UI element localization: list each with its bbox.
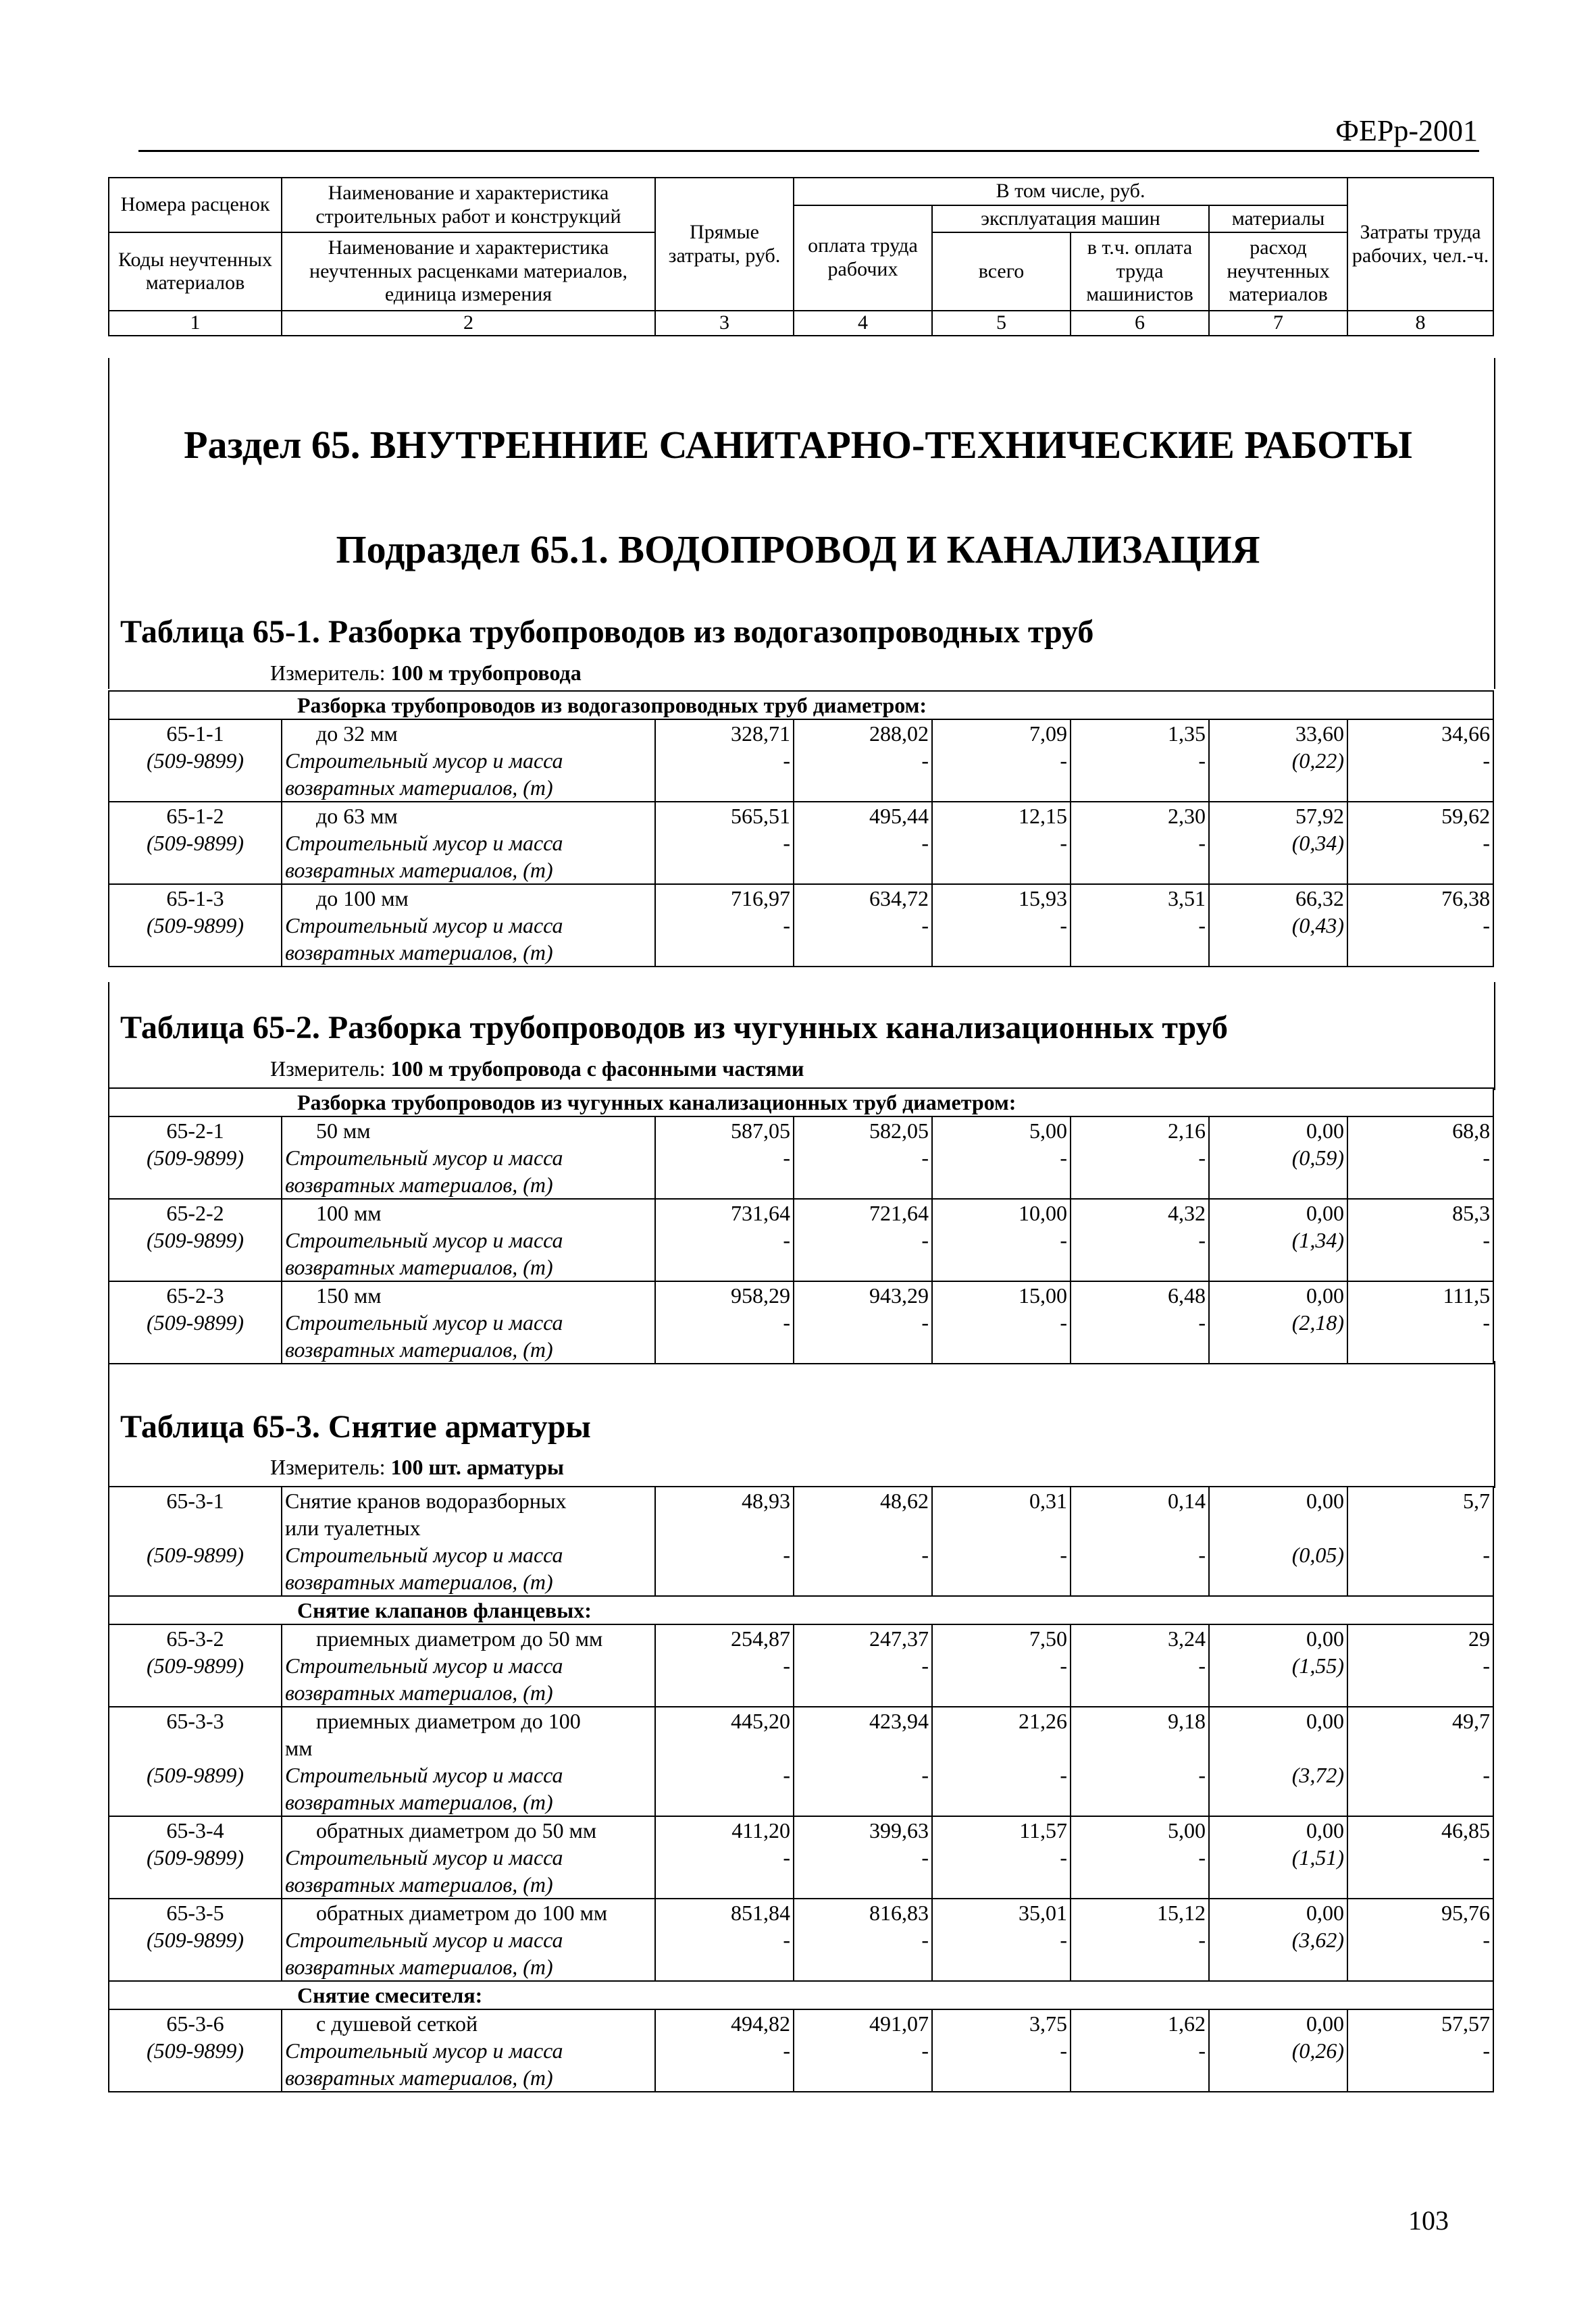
worker-wages: 816,83 bbox=[794, 1899, 932, 1926]
column-number: 6 bbox=[1071, 311, 1209, 336]
dash: - bbox=[932, 829, 1071, 856]
material-name: Строительный мусор и масса bbox=[282, 1926, 655, 1953]
group-heading: Разборка трубопроводов из чугунных канализационных труб диаметром: bbox=[109, 1088, 1493, 1116]
meter-label: Измеритель: bbox=[270, 661, 386, 685]
table-65-2 bbox=[108, 1087, 1494, 1364]
material-name: Строительный мусор и масса bbox=[282, 1227, 655, 1254]
direct-costs: 254,87 bbox=[655, 1624, 794, 1652]
material-name: возвратных материалов, (т) bbox=[282, 774, 655, 802]
machines-total: 11,57 bbox=[932, 1816, 1071, 1844]
header-work-name: Наименование и характеристика строительных работ и конструкций bbox=[282, 178, 655, 232]
material-code: (509-9899) bbox=[109, 1541, 282, 1568]
material-name: Строительный мусор и масса bbox=[282, 1652, 655, 1679]
dash: - bbox=[1071, 1844, 1209, 1871]
rate-code: 65-3-1 bbox=[109, 1487, 282, 1514]
material-quantity: (0,05) bbox=[1209, 1541, 1347, 1568]
meter-value: 100 м трубопровода bbox=[390, 661, 582, 685]
material-name: возвратных материалов, (т) bbox=[282, 1679, 655, 1707]
material-quantity: (0,26) bbox=[1209, 2037, 1347, 2064]
dash: - bbox=[932, 1227, 1071, 1254]
rate-code: 65-1-2 bbox=[109, 802, 282, 829]
dash: - bbox=[794, 1144, 932, 1171]
dash: - bbox=[655, 1227, 794, 1254]
column-number: 2 bbox=[282, 311, 655, 336]
material-name: возвратных материалов, (т) bbox=[282, 1789, 655, 1816]
materials-cost: 0,00 bbox=[1209, 2009, 1347, 2037]
machines-total: 15,93 bbox=[932, 884, 1071, 912]
material-row-continued bbox=[109, 1679, 1493, 1707]
dash: - bbox=[794, 1762, 932, 1789]
dash: - bbox=[1071, 1652, 1209, 1679]
material-name: возвратных материалов, (т) bbox=[282, 2064, 655, 2092]
material-quantity: (0,59) bbox=[1209, 1144, 1347, 1171]
column-header-table bbox=[108, 177, 1494, 336]
material-name: возвратных материалов, (т) bbox=[282, 1568, 655, 1596]
direct-costs: 958,29 bbox=[655, 1281, 794, 1309]
table-65-1-title: Таблица 65-1. Разборка трубопроводов из водогазопроводных труб bbox=[120, 614, 1094, 650]
dash: - bbox=[1071, 912, 1209, 939]
work-name: 150 мм bbox=[282, 1281, 655, 1309]
work-name: приемных диаметром до 100 bbox=[282, 1707, 655, 1734]
material-name: возвратных материалов, (т) bbox=[282, 939, 655, 967]
materials-cost: 0,00 bbox=[1209, 1487, 1347, 1514]
column-number: 8 bbox=[1347, 311, 1493, 336]
material-quantity: (1,51) bbox=[1209, 1844, 1347, 1871]
work-name: с душевой сеткой bbox=[282, 2009, 655, 2037]
material-quantity: (0,34) bbox=[1209, 829, 1347, 856]
labor-hours: 95,76 bbox=[1347, 1899, 1493, 1926]
table-row bbox=[109, 1116, 1493, 1144]
dash: - bbox=[932, 1541, 1071, 1568]
header-material-names: Наименование и характеристика неучтенных расценками материалов, единица измерения bbox=[282, 232, 655, 311]
labor-hours: 59,62 bbox=[1347, 802, 1493, 829]
machines-total: 7,50 bbox=[932, 1624, 1071, 1652]
worker-wages: 634,72 bbox=[794, 884, 932, 912]
header-materials: материалы bbox=[1209, 205, 1347, 233]
materials-cost: 0,00 bbox=[1209, 1281, 1347, 1309]
material-row-continued bbox=[109, 1254, 1493, 1281]
labor-hours: 85,3 bbox=[1347, 1199, 1493, 1227]
material-quantity: (1,55) bbox=[1209, 1652, 1347, 1679]
rate-code: 65-3-5 bbox=[109, 1899, 282, 1926]
material-code: (509-9899) bbox=[109, 1652, 282, 1679]
rate-code: 65-3-6 bbox=[109, 2009, 282, 2037]
dash: - bbox=[794, 1309, 932, 1336]
labor-hours: 57,57 bbox=[1347, 2009, 1493, 2037]
header-material-codes: Коды неучтенных материалов bbox=[109, 232, 282, 311]
material-row bbox=[109, 747, 1493, 774]
table-65-3-meter bbox=[270, 1455, 564, 1480]
dash: - bbox=[794, 1926, 932, 1953]
worker-wages: 582,05 bbox=[794, 1116, 932, 1144]
material-row-continued bbox=[109, 1171, 1493, 1199]
dash: - bbox=[1071, 1541, 1209, 1568]
material-code: (509-9899) bbox=[109, 1926, 282, 1953]
dash: - bbox=[1347, 1227, 1493, 1254]
table-65-1 bbox=[108, 690, 1494, 967]
materials-cost: 0,00 bbox=[1209, 1199, 1347, 1227]
table-row-continued bbox=[109, 1514, 1493, 1541]
dash: - bbox=[1071, 1144, 1209, 1171]
column-number: 3 bbox=[655, 311, 794, 336]
material-row bbox=[109, 1227, 1493, 1254]
material-code: (509-9899) bbox=[109, 1144, 282, 1171]
meter-label: Измеритель: bbox=[270, 1056, 386, 1081]
dash: - bbox=[794, 1844, 932, 1871]
dash: - bbox=[794, 829, 932, 856]
dash: - bbox=[1347, 1844, 1493, 1871]
table-row bbox=[109, 1624, 1493, 1652]
direct-costs: 851,84 bbox=[655, 1899, 794, 1926]
material-quantity: (1,34) bbox=[1209, 1227, 1347, 1254]
materials-cost: 0,00 bbox=[1209, 1116, 1347, 1144]
materials-cost: 0,00 bbox=[1209, 1624, 1347, 1652]
material-code: (509-9899) bbox=[109, 829, 282, 856]
dash: - bbox=[655, 912, 794, 939]
material-quantity: (2,18) bbox=[1209, 1309, 1347, 1336]
work-name: до 100 мм bbox=[282, 884, 655, 912]
work-name: 100 мм bbox=[282, 1199, 655, 1227]
rate-code: 65-3-3 bbox=[109, 1707, 282, 1734]
rate-code: 65-3-4 bbox=[109, 1816, 282, 1844]
dash: - bbox=[1347, 1144, 1493, 1171]
dash: - bbox=[1071, 1762, 1209, 1789]
dash: - bbox=[932, 2037, 1071, 2064]
material-code: (509-9899) bbox=[109, 912, 282, 939]
material-name: Строительный мусор и масса bbox=[282, 1144, 655, 1171]
material-row-continued bbox=[109, 1871, 1493, 1899]
column-number: 1 bbox=[109, 311, 282, 336]
material-row-continued bbox=[109, 939, 1493, 967]
table-65-2-title: Таблица 65-2. Разборка трубопроводов из чугунных канализационных труб bbox=[120, 1010, 1228, 1046]
section-title: Раздел 65. ВНУТРЕННИЕ САНИТАРНО-ТЕХНИЧЕСКИЕ РАБОТЫ bbox=[184, 423, 1412, 467]
worker-wages: 423,94 bbox=[794, 1707, 932, 1734]
material-quantity: (0,43) bbox=[1209, 912, 1347, 939]
rate-code: 65-1-3 bbox=[109, 884, 282, 912]
dash: - bbox=[794, 1541, 932, 1568]
material-code: (509-9899) bbox=[109, 1227, 282, 1254]
work-name: мм bbox=[282, 1734, 655, 1762]
header-direct-costs: Прямые затраты, руб. bbox=[655, 178, 794, 311]
direct-costs: 731,64 bbox=[655, 1199, 794, 1227]
material-name: Строительный мусор и масса bbox=[282, 829, 655, 856]
column-number: 4 bbox=[794, 311, 932, 336]
direct-costs: 565,51 bbox=[655, 802, 794, 829]
operator-wages: 2,30 bbox=[1071, 802, 1209, 829]
dash: - bbox=[932, 747, 1071, 774]
dash: - bbox=[794, 1652, 932, 1679]
dash: - bbox=[794, 912, 932, 939]
rate-code: 65-1-1 bbox=[109, 719, 282, 747]
material-name: Строительный мусор и масса bbox=[282, 1762, 655, 1789]
material-row bbox=[109, 1762, 1493, 1789]
table-65-1-meter bbox=[270, 661, 582, 686]
dash: - bbox=[932, 912, 1071, 939]
machines-total: 5,00 bbox=[932, 1116, 1071, 1144]
operator-wages: 6,48 bbox=[1071, 1281, 1209, 1309]
dash: - bbox=[655, 1926, 794, 1953]
header-machines-total: всего bbox=[932, 232, 1071, 311]
material-quantity: (3,72) bbox=[1209, 1762, 1347, 1789]
work-name: обратных диаметром до 50 мм bbox=[282, 1816, 655, 1844]
table-65-3 bbox=[108, 1486, 1494, 2092]
worker-wages: 288,02 bbox=[794, 719, 932, 747]
work-name: Снятие кранов водоразборных bbox=[282, 1487, 655, 1514]
direct-costs: 587,05 bbox=[655, 1116, 794, 1144]
material-name: возвратных материалов, (т) bbox=[282, 1871, 655, 1899]
material-name: возвратных материалов, (т) bbox=[282, 1336, 655, 1364]
table-row bbox=[109, 1281, 1493, 1309]
worker-wages: 491,07 bbox=[794, 2009, 932, 2037]
table-row bbox=[109, 1816, 1493, 1844]
dash: - bbox=[1071, 1926, 1209, 1953]
work-name: до 63 мм bbox=[282, 802, 655, 829]
meter-value: 100 м трубопровода с фасонными частями bbox=[390, 1056, 804, 1081]
material-row-continued bbox=[109, 856, 1493, 884]
table-row bbox=[109, 719, 1493, 747]
header-machine-operation: эксплуатация машин bbox=[932, 205, 1209, 233]
dash: - bbox=[655, 829, 794, 856]
table-row bbox=[109, 1487, 1493, 1514]
dash: - bbox=[1347, 1762, 1493, 1789]
dash: - bbox=[655, 1844, 794, 1871]
machines-total: 12,15 bbox=[932, 802, 1071, 829]
operator-wages: 3,51 bbox=[1071, 884, 1209, 912]
table-row bbox=[109, 802, 1493, 829]
dash: - bbox=[655, 1652, 794, 1679]
dash: - bbox=[1347, 747, 1493, 774]
material-row bbox=[109, 1144, 1493, 1171]
operator-wages: 4,32 bbox=[1071, 1199, 1209, 1227]
rate-code: 65-3-2 bbox=[109, 1624, 282, 1652]
rate-code: 65-2-2 bbox=[109, 1199, 282, 1227]
dash: - bbox=[794, 2037, 932, 2064]
meter-value: 100 шт. арматуры bbox=[390, 1455, 564, 1479]
materials-cost: 66,32 bbox=[1209, 884, 1347, 912]
dash: - bbox=[932, 1926, 1071, 1953]
column-number: 7 bbox=[1209, 311, 1347, 336]
operator-wages: 15,12 bbox=[1071, 1899, 1209, 1926]
header-labor-hours: Затраты труда рабочих, чел.-ч. bbox=[1347, 178, 1493, 311]
table-row-continued bbox=[109, 1734, 1493, 1762]
dash: - bbox=[932, 1309, 1071, 1336]
machines-total: 35,01 bbox=[932, 1899, 1071, 1926]
page-number: 103 bbox=[1408, 2205, 1449, 2236]
material-row-continued bbox=[109, 1953, 1493, 1981]
work-name: 50 мм bbox=[282, 1116, 655, 1144]
dash: - bbox=[1347, 1309, 1493, 1336]
table-row bbox=[109, 1199, 1493, 1227]
dash: - bbox=[1347, 1541, 1493, 1568]
material-name: Строительный мусор и масса bbox=[282, 1309, 655, 1336]
table-65-2-meter bbox=[270, 1056, 804, 1081]
machines-total: 15,00 bbox=[932, 1281, 1071, 1309]
worker-wages: 48,62 bbox=[794, 1487, 932, 1514]
material-row bbox=[109, 1926, 1493, 1953]
material-code: (509-9899) bbox=[109, 1844, 282, 1871]
dash: - bbox=[932, 1652, 1071, 1679]
material-row-continued bbox=[109, 1789, 1493, 1816]
operator-wages: 0,14 bbox=[1071, 1487, 1209, 1514]
table-row bbox=[109, 1899, 1493, 1926]
labor-hours: 76,38 bbox=[1347, 884, 1493, 912]
group-heading: Снятие клапанов фланцевых: bbox=[109, 1596, 1493, 1624]
material-name: возвратных материалов, (т) bbox=[282, 1171, 655, 1199]
group-heading: Разборка трубопроводов из водогазопроводных труб диаметром: bbox=[109, 691, 1493, 719]
materials-cost: 0,00 bbox=[1209, 1899, 1347, 1926]
material-code: (509-9899) bbox=[109, 1762, 282, 1789]
work-name: приемных диаметром до 50 мм bbox=[282, 1624, 655, 1652]
direct-costs: 716,97 bbox=[655, 884, 794, 912]
rate-code: 65-2-1 bbox=[109, 1116, 282, 1144]
materials-cost: 0,00 bbox=[1209, 1707, 1347, 1734]
header-worker-wages: оплата труда рабочих bbox=[794, 205, 932, 311]
header-including: В том числе, руб. bbox=[794, 178, 1347, 205]
dash: - bbox=[655, 747, 794, 774]
operator-wages: 2,16 bbox=[1071, 1116, 1209, 1144]
material-name: Строительный мусор и масса bbox=[282, 912, 655, 939]
column-number: 5 bbox=[932, 311, 1071, 336]
document-code: ФЕРр-2001 bbox=[1335, 114, 1478, 147]
direct-costs: 445,20 bbox=[655, 1707, 794, 1734]
labor-hours: 68,8 bbox=[1347, 1116, 1493, 1144]
dash: - bbox=[655, 1144, 794, 1171]
material-name: Строительный мусор и масса bbox=[282, 1541, 655, 1568]
material-row bbox=[109, 912, 1493, 939]
material-name: Строительный мусор и масса bbox=[282, 747, 655, 774]
table-row bbox=[109, 884, 1493, 912]
work-name: или туалетных bbox=[282, 1514, 655, 1541]
labor-hours: 5,7 bbox=[1347, 1487, 1493, 1514]
header-rate-numbers: Номера расценок bbox=[109, 178, 282, 232]
dash: - bbox=[1071, 1227, 1209, 1254]
dash: - bbox=[1071, 1309, 1209, 1336]
material-name: возвратных материалов, (т) bbox=[282, 1254, 655, 1281]
material-row bbox=[109, 1844, 1493, 1871]
machines-total: 0,31 bbox=[932, 1487, 1071, 1514]
dash: - bbox=[1071, 829, 1209, 856]
dash: - bbox=[1347, 1926, 1493, 1953]
dash: - bbox=[1071, 2037, 1209, 2064]
material-row bbox=[109, 1652, 1493, 1679]
dash: - bbox=[932, 1762, 1071, 1789]
dash: - bbox=[655, 2037, 794, 2064]
material-row-continued bbox=[109, 1568, 1493, 1596]
table-row bbox=[109, 1707, 1493, 1734]
dash: - bbox=[1347, 829, 1493, 856]
machines-total: 21,26 bbox=[932, 1707, 1071, 1734]
header-material-consumption: расход неучтенных материалов bbox=[1209, 232, 1347, 311]
machines-total: 7,09 bbox=[932, 719, 1071, 747]
material-row-continued bbox=[109, 1336, 1493, 1364]
material-name: Строительный мусор и масса bbox=[282, 1844, 655, 1871]
material-code: (509-9899) bbox=[109, 2037, 282, 2064]
material-name: возвратных материалов, (т) bbox=[282, 1953, 655, 1981]
material-row-continued bbox=[109, 774, 1493, 802]
materials-cost: 33,60 bbox=[1209, 719, 1347, 747]
rate-code: 65-2-3 bbox=[109, 1281, 282, 1309]
group-heading: Снятие смесителя: bbox=[109, 1981, 1493, 2009]
material-row bbox=[109, 829, 1493, 856]
direct-costs: 328,71 bbox=[655, 719, 794, 747]
operator-wages: 1,62 bbox=[1071, 2009, 1209, 2037]
direct-costs: 48,93 bbox=[655, 1487, 794, 1514]
material-row-continued bbox=[109, 2064, 1493, 2092]
direct-costs: 494,82 bbox=[655, 2009, 794, 2037]
machines-total: 3,75 bbox=[932, 2009, 1071, 2037]
dash: - bbox=[794, 1227, 932, 1254]
material-name: возвратных материалов, (т) bbox=[282, 856, 655, 884]
meter-label: Измеритель: bbox=[270, 1455, 386, 1479]
dash: - bbox=[1347, 912, 1493, 939]
materials-cost: 57,92 bbox=[1209, 802, 1347, 829]
labor-hours: 49,7 bbox=[1347, 1707, 1493, 1734]
materials-cost: 0,00 bbox=[1209, 1816, 1347, 1844]
material-row bbox=[109, 1309, 1493, 1336]
worker-wages: 943,29 bbox=[794, 1281, 932, 1309]
header-rule bbox=[138, 150, 1479, 152]
header-operator-wages: в т.ч. оплата труда машинистов bbox=[1071, 232, 1209, 311]
machines-total: 10,00 bbox=[932, 1199, 1071, 1227]
dash: - bbox=[1071, 747, 1209, 774]
material-quantity: (3,62) bbox=[1209, 1926, 1347, 1953]
material-code: (509-9899) bbox=[109, 747, 282, 774]
direct-costs: 411,20 bbox=[655, 1816, 794, 1844]
labor-hours: 111,5 bbox=[1347, 1281, 1493, 1309]
dash: - bbox=[1347, 1652, 1493, 1679]
table-65-3-title: Таблица 65-3. Снятие арматуры bbox=[120, 1409, 591, 1445]
labor-hours: 46,85 bbox=[1347, 1816, 1493, 1844]
dash: - bbox=[932, 1144, 1071, 1171]
worker-wages: 247,37 bbox=[794, 1624, 932, 1652]
material-code: (509-9899) bbox=[109, 1309, 282, 1336]
labor-hours: 29 bbox=[1347, 1624, 1493, 1652]
work-name: обратных диаметром до 100 мм bbox=[282, 1899, 655, 1926]
material-quantity: (0,22) bbox=[1209, 747, 1347, 774]
operator-wages: 3,24 bbox=[1071, 1624, 1209, 1652]
dash: - bbox=[655, 1541, 794, 1568]
dash: - bbox=[794, 747, 932, 774]
dash: - bbox=[655, 1309, 794, 1336]
material-row bbox=[109, 1541, 1493, 1568]
worker-wages: 495,44 bbox=[794, 802, 932, 829]
material-row bbox=[109, 2037, 1493, 2064]
worker-wages: 721,64 bbox=[794, 1199, 932, 1227]
work-name: до 32 мм bbox=[282, 719, 655, 747]
dash: - bbox=[655, 1762, 794, 1789]
dash: - bbox=[932, 1844, 1071, 1871]
material-name: Строительный мусор и масса bbox=[282, 2037, 655, 2064]
labor-hours: 34,66 bbox=[1347, 719, 1493, 747]
operator-wages: 9,18 bbox=[1071, 1707, 1209, 1734]
operator-wages: 1,35 bbox=[1071, 719, 1209, 747]
table-row bbox=[109, 2009, 1493, 2037]
operator-wages: 5,00 bbox=[1071, 1816, 1209, 1844]
dash: - bbox=[1347, 2037, 1493, 2064]
worker-wages: 399,63 bbox=[794, 1816, 932, 1844]
subsection-title: Подраздел 65.1. ВОДОПРОВОД И КАНАЛИЗАЦИЯ bbox=[336, 528, 1260, 571]
